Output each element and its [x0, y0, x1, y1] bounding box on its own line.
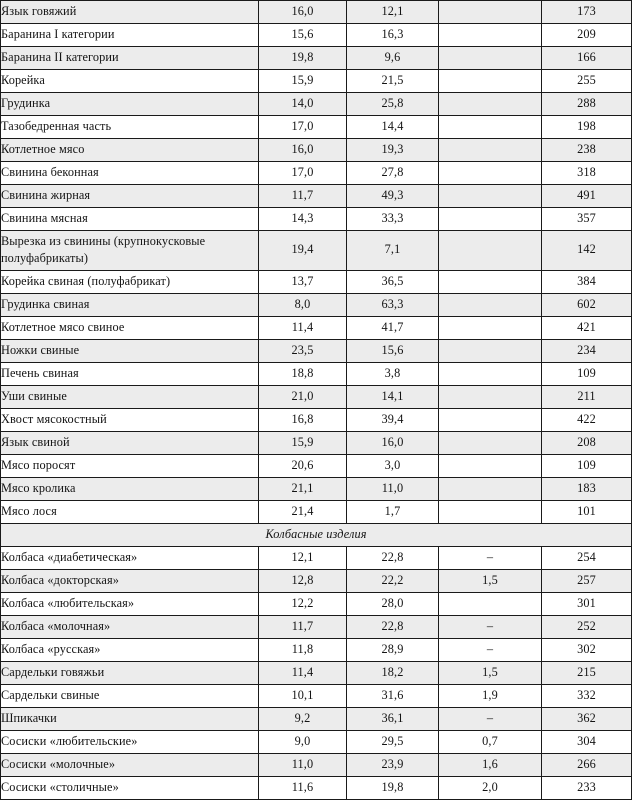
cell-kcal: 384 [542, 270, 632, 293]
cell-protein: 11,8 [259, 638, 347, 661]
cell-product-name: Колбаса «русская» [1, 638, 259, 661]
cell-carbs [439, 592, 542, 615]
cell-fat: 22,8 [347, 546, 439, 569]
cell-product-name: Вырезка из свинины (крупнокусковые полуфабрикаты) [1, 231, 259, 271]
cell-product-name: Мясо лося [1, 500, 259, 523]
cell-kcal: 101 [542, 500, 632, 523]
cell-kcal: 215 [542, 661, 632, 684]
cell-fat: 22,2 [347, 569, 439, 592]
cell-product-name: Сосиски «любительские» [1, 730, 259, 753]
table-section-row [1, 523, 632, 546]
table-body [1, 1, 632, 800]
cell-fat: 19,8 [347, 776, 439, 799]
cell-fat: 16,0 [347, 431, 439, 454]
cell-product-name: Колбаса «диабетическая» [1, 546, 259, 569]
cell-kcal: 208 [542, 431, 632, 454]
cell-carbs [439, 362, 542, 385]
cell-carbs [439, 316, 542, 339]
cell-product-name: Корейка свиная (полуфабрикат) [1, 270, 259, 293]
cell-product-name: Свинина мясная [1, 208, 259, 231]
cell-carbs: – [439, 546, 542, 569]
cell-kcal: 173 [542, 1, 632, 24]
cell-kcal: 109 [542, 454, 632, 477]
cell-kcal: 254 [542, 546, 632, 569]
table-row [1, 362, 632, 385]
cell-kcal: 109 [542, 362, 632, 385]
cell-product-name: Баранина I категории [1, 24, 259, 47]
cell-carbs [439, 139, 542, 162]
cell-kcal: 142 [542, 231, 632, 271]
cell-carbs [439, 1, 542, 24]
cell-kcal: 255 [542, 70, 632, 93]
cell-product-name: Сардельки свиные [1, 684, 259, 707]
cell-carbs: 2,0 [439, 776, 542, 799]
cell-protein: 9,0 [259, 730, 347, 753]
cell-protein: 16,0 [259, 139, 347, 162]
cell-protein: 11,4 [259, 316, 347, 339]
table-row [1, 385, 632, 408]
cell-kcal: 491 [542, 185, 632, 208]
table-row [1, 477, 632, 500]
table-row [1, 47, 632, 70]
cell-product-name: Свинина беконная [1, 162, 259, 185]
cell-carbs [439, 93, 542, 116]
cell-carbs: 0,7 [439, 730, 542, 753]
cell-protein: 21,0 [259, 385, 347, 408]
cell-protein: 12,1 [259, 546, 347, 569]
cell-fat: 11,0 [347, 477, 439, 500]
cell-fat: 33,3 [347, 208, 439, 231]
table-row [1, 454, 632, 477]
cell-product-name: Грудинка свиная [1, 293, 259, 316]
cell-protein: 13,7 [259, 270, 347, 293]
cell-product-name: Колбаса «докторская» [1, 569, 259, 592]
cell-carbs [439, 477, 542, 500]
table-row [1, 162, 632, 185]
table-row [1, 24, 632, 47]
cell-product-name: Баранина II категории [1, 47, 259, 70]
cell-product-name: Колбаса «любительская» [1, 592, 259, 615]
table-row [1, 546, 632, 569]
cell-product-name: Шпикачки [1, 707, 259, 730]
cell-protein: 16,0 [259, 1, 347, 24]
table-row [1, 707, 632, 730]
table-row [1, 231, 632, 271]
table-row [1, 70, 632, 93]
cell-fat: 19,3 [347, 139, 439, 162]
cell-product-name: Мясо поросят [1, 454, 259, 477]
cell-kcal: 357 [542, 208, 632, 231]
cell-fat: 25,8 [347, 93, 439, 116]
cell-kcal: 421 [542, 316, 632, 339]
table-row [1, 293, 632, 316]
cell-kcal: 332 [542, 684, 632, 707]
cell-product-name: Котлетное мясо [1, 139, 259, 162]
table-row [1, 638, 632, 661]
cell-product-name: Язык свиной [1, 431, 259, 454]
cell-kcal: 183 [542, 477, 632, 500]
cell-product-name: Колбаса «молочная» [1, 615, 259, 638]
cell-carbs: 1,5 [439, 661, 542, 684]
cell-product-name: Сосиски «столичные» [1, 776, 259, 799]
cell-kcal: 252 [542, 615, 632, 638]
cell-fat: 27,8 [347, 162, 439, 185]
cell-fat: 41,7 [347, 316, 439, 339]
cell-protein: 12,8 [259, 569, 347, 592]
table-row [1, 776, 632, 799]
cell-fat: 28,0 [347, 592, 439, 615]
cell-protein: 19,8 [259, 47, 347, 70]
cell-kcal: 301 [542, 592, 632, 615]
cell-protein: 17,0 [259, 116, 347, 139]
cell-protein: 19,4 [259, 231, 347, 271]
table-row [1, 661, 632, 684]
cell-carbs [439, 70, 542, 93]
cell-kcal: 257 [542, 569, 632, 592]
cell-carbs [439, 431, 542, 454]
table-row [1, 116, 632, 139]
cell-carbs [439, 162, 542, 185]
cell-carbs [439, 454, 542, 477]
cell-carbs: – [439, 615, 542, 638]
cell-protein: 10,1 [259, 684, 347, 707]
cell-carbs [439, 293, 542, 316]
cell-fat: 28,9 [347, 638, 439, 661]
table-row [1, 208, 632, 231]
cell-product-name: Сардельки говяжьи [1, 661, 259, 684]
cell-product-name: Уши свиные [1, 385, 259, 408]
cell-fat: 14,1 [347, 385, 439, 408]
cell-carbs: 1,5 [439, 569, 542, 592]
cell-protein: 11,6 [259, 776, 347, 799]
cell-fat: 31,6 [347, 684, 439, 707]
table-row [1, 431, 632, 454]
cell-product-name: Котлетное мясо свиное [1, 316, 259, 339]
cell-fat: 22,8 [347, 615, 439, 638]
cell-fat: 36,5 [347, 270, 439, 293]
cell-protein: 9,2 [259, 707, 347, 730]
cell-carbs [439, 116, 542, 139]
cell-carbs [439, 185, 542, 208]
cell-protein: 21,4 [259, 500, 347, 523]
cell-protein: 14,3 [259, 208, 347, 231]
cell-product-name: Тазобедренная часть [1, 116, 259, 139]
cell-kcal: 238 [542, 139, 632, 162]
cell-protein: 23,5 [259, 339, 347, 362]
cell-fat: 14,4 [347, 116, 439, 139]
cell-kcal: 304 [542, 730, 632, 753]
table-row [1, 615, 632, 638]
table-row [1, 408, 632, 431]
cell-fat: 9,6 [347, 47, 439, 70]
cell-protein: 15,9 [259, 431, 347, 454]
cell-fat: 63,3 [347, 293, 439, 316]
cell-protein: 11,4 [259, 661, 347, 684]
table-row [1, 569, 632, 592]
cell-kcal: 211 [542, 385, 632, 408]
cell-protein: 11,7 [259, 185, 347, 208]
cell-product-name: Сосиски «молочные» [1, 753, 259, 776]
cell-kcal: 362 [542, 707, 632, 730]
cell-product-name: Ножки свиные [1, 339, 259, 362]
table-row [1, 730, 632, 753]
cell-fat: 18,2 [347, 661, 439, 684]
table-row [1, 185, 632, 208]
cell-protein: 11,7 [259, 615, 347, 638]
table-row [1, 500, 632, 523]
cell-protein: 17,0 [259, 162, 347, 185]
cell-fat: 36,1 [347, 707, 439, 730]
cell-product-name: Свинина жирная [1, 185, 259, 208]
cell-carbs: – [439, 707, 542, 730]
table-row [1, 1, 632, 24]
cell-carbs [439, 47, 542, 70]
cell-fat: 15,6 [347, 339, 439, 362]
cell-fat: 12,1 [347, 1, 439, 24]
cell-product-name: Корейка [1, 70, 259, 93]
table-row [1, 684, 632, 707]
cell-kcal: 166 [542, 47, 632, 70]
cell-protein: 21,1 [259, 477, 347, 500]
cell-fat: 29,5 [347, 730, 439, 753]
cell-carbs [439, 208, 542, 231]
cell-fat: 23,9 [347, 753, 439, 776]
cell-carbs [439, 231, 542, 271]
table-row [1, 316, 632, 339]
cell-kcal: 302 [542, 638, 632, 661]
cell-fat: 3,8 [347, 362, 439, 385]
cell-carbs: 1,6 [439, 753, 542, 776]
cell-kcal: 318 [542, 162, 632, 185]
table-row [1, 93, 632, 116]
table-row [1, 753, 632, 776]
cell-protein: 20,6 [259, 454, 347, 477]
cell-protein: 12,2 [259, 592, 347, 615]
cell-carbs [439, 339, 542, 362]
cell-carbs [439, 408, 542, 431]
cell-fat: 49,3 [347, 185, 439, 208]
cell-fat: 7,1 [347, 231, 439, 271]
cell-kcal: 233 [542, 776, 632, 799]
table-row [1, 139, 632, 162]
cell-kcal: 209 [542, 24, 632, 47]
table-row [1, 339, 632, 362]
cell-kcal: 288 [542, 93, 632, 116]
cell-protein: 16,8 [259, 408, 347, 431]
cell-carbs: – [439, 638, 542, 661]
cell-fat: 39,4 [347, 408, 439, 431]
cell-carbs: 1,9 [439, 684, 542, 707]
cell-product-name: Мясо кролика [1, 477, 259, 500]
cell-kcal: 602 [542, 293, 632, 316]
cell-product-name: Печень свиная [1, 362, 259, 385]
cell-carbs [439, 270, 542, 293]
cell-kcal: 266 [542, 753, 632, 776]
cell-protein: 11,0 [259, 753, 347, 776]
cell-carbs [439, 385, 542, 408]
cell-kcal: 198 [542, 116, 632, 139]
cell-kcal: 422 [542, 408, 632, 431]
cell-fat: 3,0 [347, 454, 439, 477]
section-header-label: Колбасные изделия [1, 523, 632, 546]
cell-protein: 14,0 [259, 93, 347, 116]
cell-protein: 18,8 [259, 362, 347, 385]
cell-protein: 15,9 [259, 70, 347, 93]
cell-product-name: Хвост мясокостный [1, 408, 259, 431]
cell-product-name: Грудинка [1, 93, 259, 116]
table-row [1, 592, 632, 615]
cell-protein: 15,6 [259, 24, 347, 47]
cell-kcal: 234 [542, 339, 632, 362]
cell-fat: 21,5 [347, 70, 439, 93]
cell-carbs [439, 24, 542, 47]
cell-fat: 1,7 [347, 500, 439, 523]
table-row [1, 270, 632, 293]
cell-protein: 8,0 [259, 293, 347, 316]
cell-product-name: Язык говяжий [1, 1, 259, 24]
cell-carbs [439, 500, 542, 523]
cell-fat: 16,3 [347, 24, 439, 47]
